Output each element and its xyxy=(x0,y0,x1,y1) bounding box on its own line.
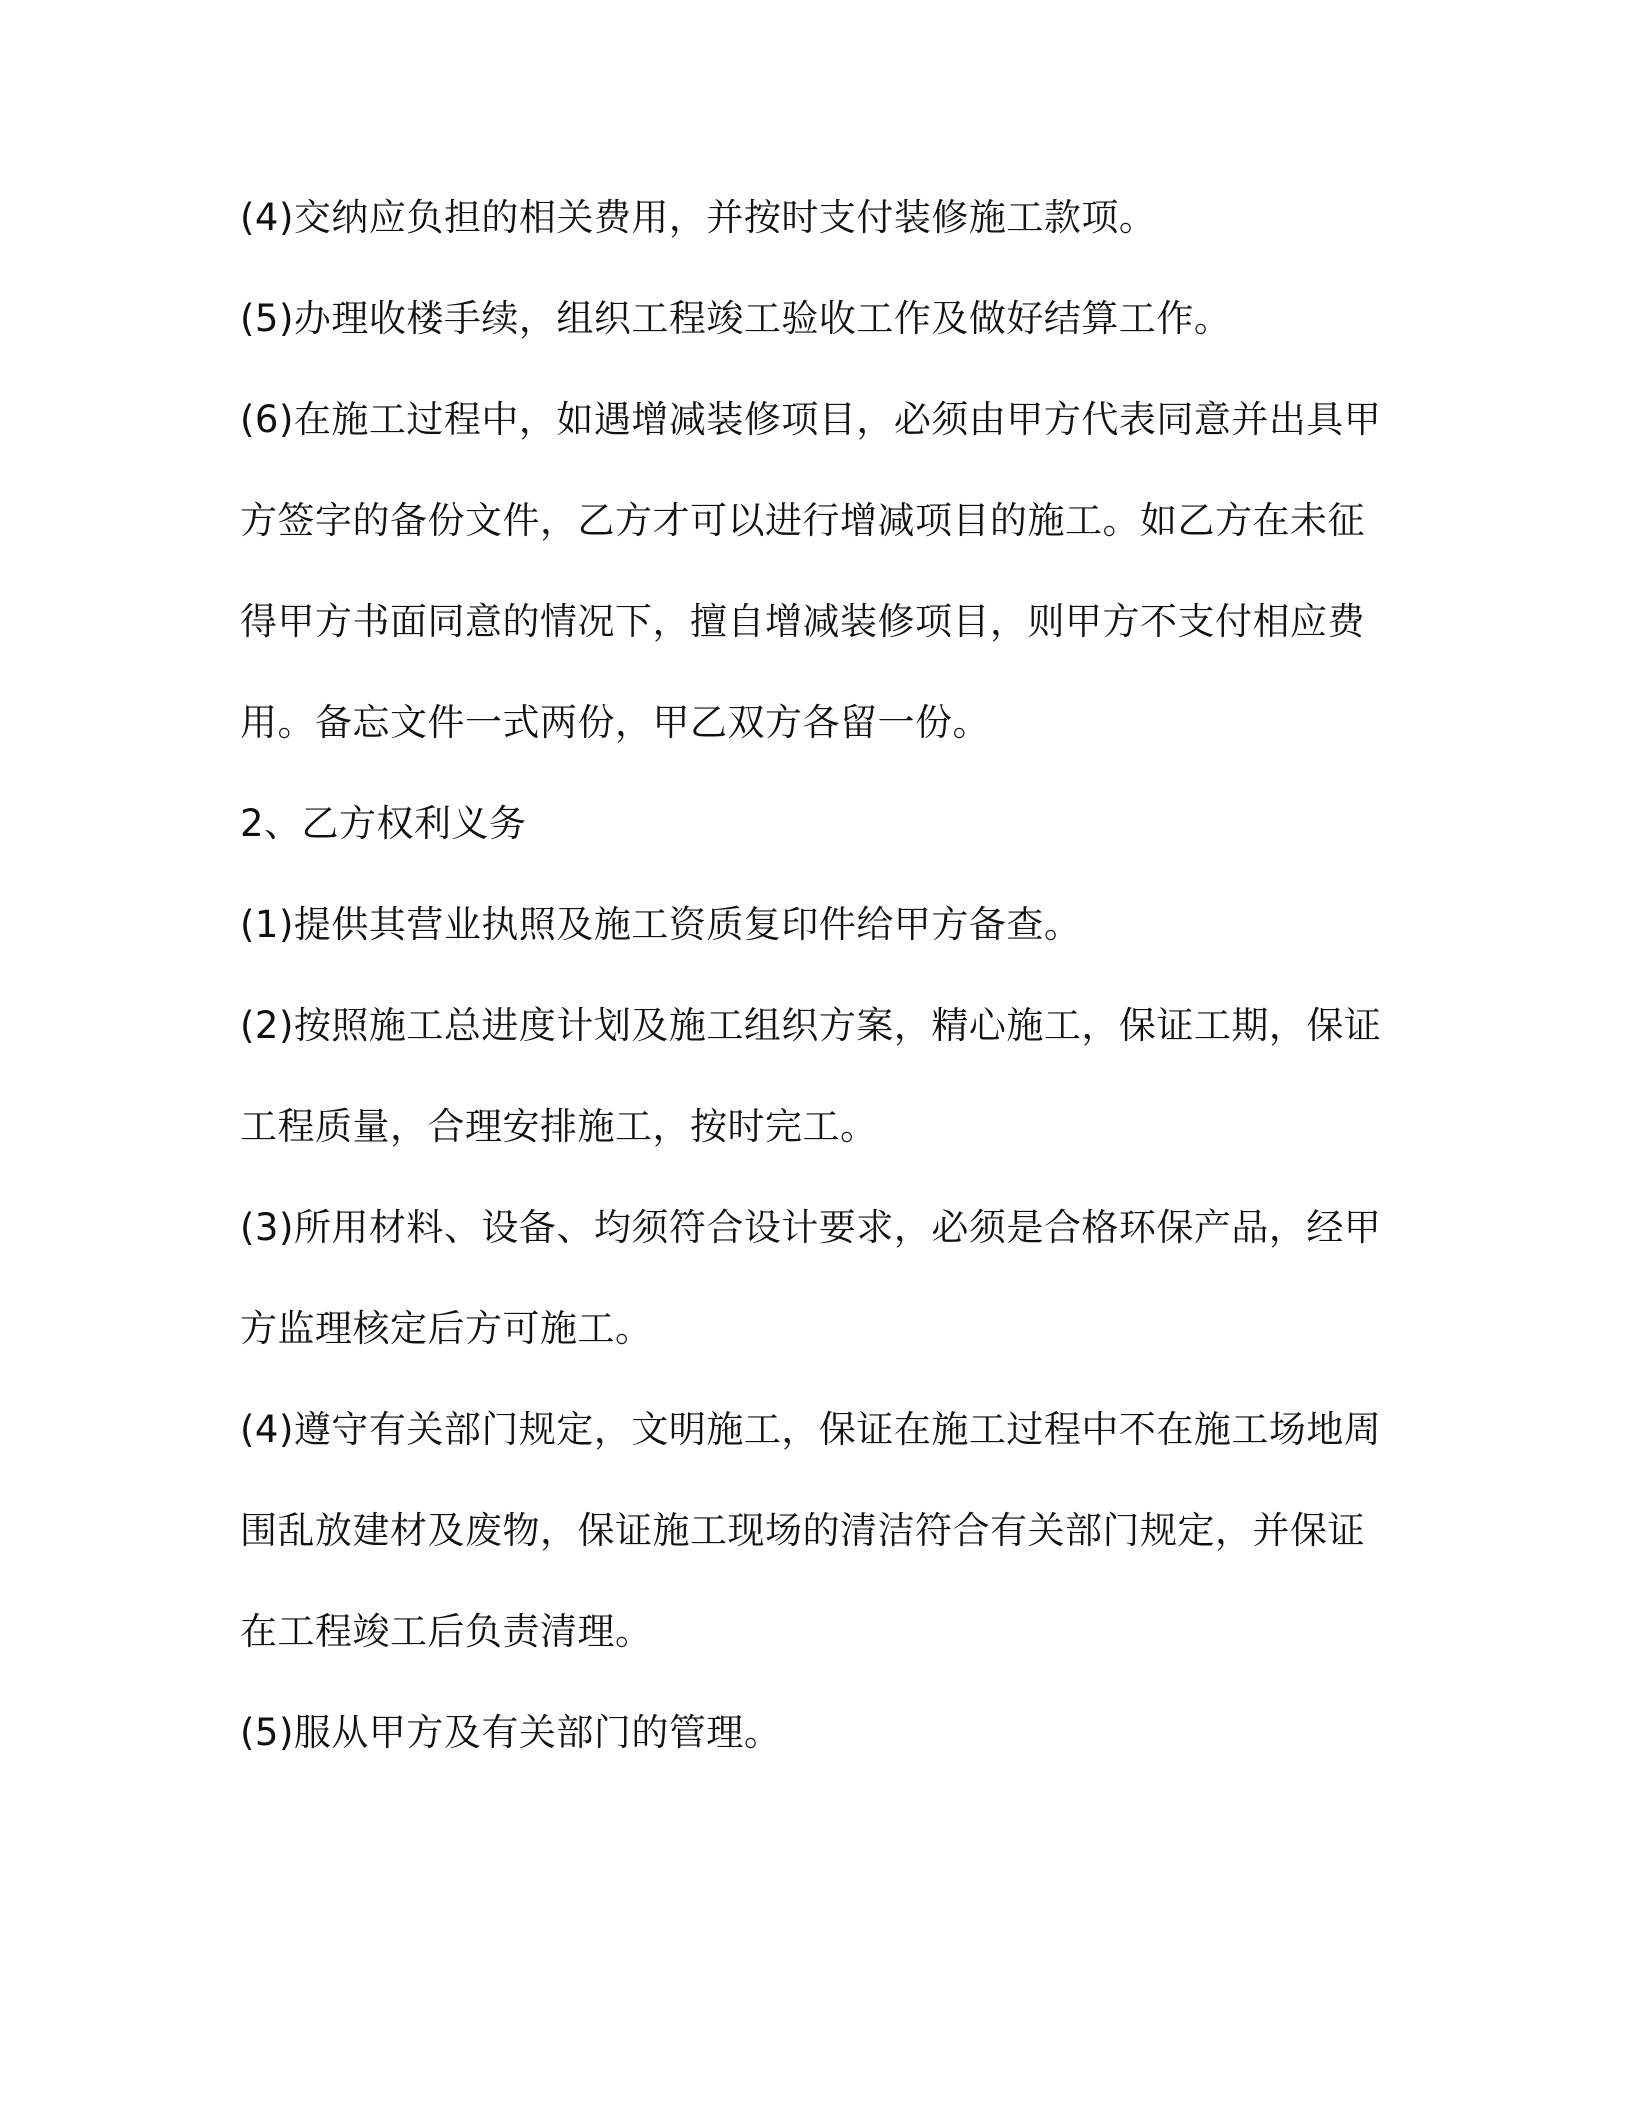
text-line: (1)提供其营业执照及施工资质复印件给甲方备查。 xyxy=(240,903,1082,946)
text-line: (6)在施工过程中，如遇增减装修项目，必须由甲方代表同意并出具甲 xyxy=(240,398,1382,441)
text-line: (4)交纳应负担的相关费用，并按时支付装修施工款项。 xyxy=(240,196,1157,239)
text-line: 方监理核定后方可施工。 xyxy=(240,1307,653,1350)
text-line: (5)办理收楼手续，组织工程竣工验收工作及做好结算工作。 xyxy=(240,297,1232,340)
document-body xyxy=(240,185,1380,1801)
text-line: (3)所用材料、设备、均须符合设计要求，必须是合格环保产品，经甲 xyxy=(240,1206,1382,1249)
text-line: (5)服从甲方及有关部门的管理。 xyxy=(240,1711,782,1754)
text-line: 工程质量，合理安排施工，按时完工。 xyxy=(240,1105,878,1148)
text-line: 在工程竣工后负责清理。 xyxy=(240,1610,653,1653)
text-line: 用。备忘文件一式两份，甲乙双方各留一份。 xyxy=(240,701,990,744)
text-line: (4)遵守有关部门规定，文明施工，保证在施工过程中不在施工场地周 xyxy=(240,1408,1382,1451)
section-heading: 2、乙方权利义务 xyxy=(240,802,527,845)
text-line: (2)按照施工总进度计划及施工组织方案，精心施工，保证工期，保证 xyxy=(240,1004,1382,1047)
text-line: 得甲方书面同意的情况下，擅自增减装修项目，则甲方不支付相应费 xyxy=(240,600,1365,643)
text-line: 方签字的备份文件，乙方才可以进行增减项目的施工。如乙方在未征 xyxy=(240,499,1365,542)
text-line: 围乱放建材及废物，保证施工现场的清洁符合有关部门规定，并保证 xyxy=(240,1509,1365,1552)
